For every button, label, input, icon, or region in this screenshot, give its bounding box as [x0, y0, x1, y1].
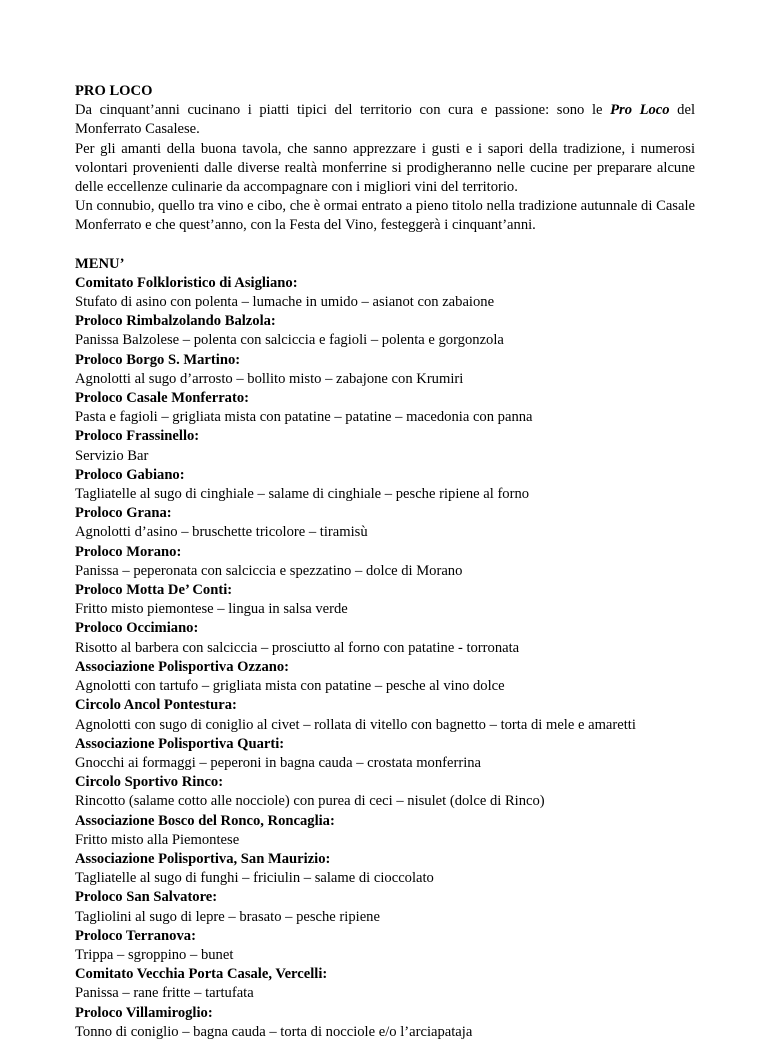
menu-entry-dishes: Agnolotti con tartufo – grigliata mista con patatine – pesche al vino dolce	[75, 678, 505, 695]
menu-entry-dishes: Tonno di coniglio – bagna cauda – torta di nocciole e/o l’arciapataja	[75, 1023, 473, 1040]
menu-entry-dishes: Tagliolini al sugo di lepre – brasato – pesche ripiene	[75, 908, 380, 925]
menu-entry	[75, 466, 695, 504]
menu-entry	[75, 351, 695, 389]
menu-entry-dishes: Agnolotti con sugo di coniglio al civet – rollata di vitello con bagnetto – torta di mele e amaretti	[75, 716, 636, 733]
menu-entry	[75, 696, 695, 734]
intro-p1-emphasis: Pro Loco	[610, 102, 670, 119]
menu-entry	[75, 274, 695, 312]
menu-entry-organizer: Proloco Terranova:	[75, 927, 196, 944]
intro-p1-start: Da cinquant’anni cucinano i piatti tipici del territorio con cura e passione: sono le	[75, 102, 611, 119]
menu-entry-dishes: Risotto al barbera con salciccia – prosciutto al forno con patatine - torronata	[75, 639, 520, 656]
menu-entry-organizer: Proloco Grana:	[75, 505, 172, 522]
document-page	[75, 82, 695, 1042]
menu-entry-organizer: Proloco Casale Monferrato:	[75, 390, 249, 407]
menu-entry	[75, 888, 695, 926]
menu-entry-organizer: Circolo Ancol Pontestura:	[75, 697, 237, 714]
menu-entry-organizer: Proloco Frassinello:	[75, 428, 200, 445]
intro-p1-end: del Monferrato Casalese.	[75, 102, 696, 138]
menu-entry-dishes: Gnocchi ai formaggi – peperoni in bagna cauda – crostata monferrina	[75, 754, 482, 771]
menu-list	[75, 274, 695, 1042]
menu-entry	[75, 850, 695, 888]
menu-entry-organizer: Comitato Folkloristico di Asigliano:	[75, 274, 298, 291]
menu-entry	[75, 1004, 695, 1042]
menu-entry-dishes: Panissa – peperonata con salciccia e spezzatino – dolce di Morano	[75, 562, 463, 579]
menu-entry-dishes: Tagliatelle al sugo di funghi – friciulin – salame di cioccolato	[75, 870, 434, 887]
menu-entry	[75, 965, 695, 1003]
menu-entry	[75, 773, 695, 811]
menu-entry-dishes: Pasta e fagioli – grigliata mista con patatine – patatine – macedonia con panna	[75, 409, 533, 426]
menu-entry	[75, 427, 695, 465]
menu-title: MENU’	[75, 255, 125, 272]
menu-entry-organizer: Proloco Villamiroglio:	[75, 1004, 213, 1021]
menu-entry-organizer: Proloco Rimbalzolando Balzola:	[75, 313, 276, 330]
menu-entry	[75, 504, 695, 542]
menu-entry-organizer: Associazione Bosco del Ronco, Roncaglia:	[75, 812, 335, 829]
menu-entry	[75, 389, 695, 427]
menu-entry-dishes: Agnolotti d’asino – bruschette tricolore – tiramisù	[75, 524, 368, 541]
menu-entry-organizer: Proloco Occimiano:	[75, 620, 199, 637]
menu-entry-dishes: Panissa – rane fritte – tartufata	[75, 985, 254, 1002]
intro-paragraph-3: Un connubio, quello tra vino e cibo, che è ormai entrato a pieno titolo nella tradizione autunnale di Casale Monferrato e che quest’anno, con la Festa del Vino, festeggerà i cinquant’anni.	[75, 198, 695, 234]
menu-entry	[75, 312, 695, 350]
intro-section	[75, 82, 695, 236]
menu-entry-dishes: Stufato di asino con polenta – lumache in umido – asianot con zabaione	[75, 294, 495, 311]
menu-entry-organizer: Proloco Gabiano:	[75, 466, 185, 483]
menu-entry-organizer: Circolo Sportivo Rinco:	[75, 774, 224, 791]
menu-entry-organizer: Proloco Motta De’ Conti:	[75, 582, 233, 599]
menu-entry	[75, 927, 695, 965]
menu-entry	[75, 812, 695, 850]
intro-title: PRO LOCO	[75, 83, 153, 99]
menu-entry-dishes: Fritto misto piemontese – lingua in salsa verde	[75, 601, 348, 618]
menu-entry-dishes: Agnolotti al sugo d’arrosto – bollito misto – zabajone con Krumiri	[75, 370, 464, 387]
menu-entry	[75, 543, 695, 581]
menu-entry-organizer: Proloco San Salvatore:	[75, 889, 218, 906]
menu-entry-organizer: Associazione Polisportiva Quarti:	[75, 735, 285, 752]
menu-entry-organizer: Associazione Polisportiva Ozzano:	[75, 658, 290, 675]
menu-entry-organizer: Associazione Polisportiva, San Maurizio:	[75, 850, 331, 867]
menu-entry-dishes: Rincotto (salame cotto alle nocciole) con purea di ceci – nisulet (dolce di Rinco)	[75, 793, 545, 810]
menu-section	[75, 255, 695, 1042]
menu-entry-organizer: Proloco Morano:	[75, 543, 182, 560]
menu-entry	[75, 619, 695, 657]
intro-paragraph-1	[75, 101, 695, 139]
menu-entry-dishes: Fritto misto alla Piemontese	[75, 831, 240, 848]
menu-entry-organizer: Proloco Borgo S. Martino:	[75, 351, 241, 368]
menu-entry	[75, 581, 695, 619]
menu-entry	[75, 735, 695, 773]
intro-paragraph-2: Per gli amanti della buona tavola, che sanno apprezzare i gusti e i sapori della tradizione, i numerosi volontari provenienti dalle diverse realtà monferrine si prodigheranno nelle cucine per preparare alcune delle eccellenze culinarie da accompagnare con i migliori vini del territorio.	[75, 140, 695, 196]
menu-entry-organizer: Comitato Vecchia Porta Casale, Vercelli:	[75, 966, 328, 983]
menu-entry-dishes: Trippa – sgroppino – bunet	[75, 946, 234, 963]
menu-entry	[75, 658, 695, 696]
menu-entry-dishes: Panissa Balzolese – polenta con salciccia e fagioli – polenta e gorgonzola	[75, 332, 504, 349]
menu-entry-dishes: Tagliatelle al sugo di cinghiale – salame di cinghiale – pesche ripiene al forno	[75, 486, 530, 503]
menu-entry-dishes: Servizio Bar	[75, 447, 149, 464]
